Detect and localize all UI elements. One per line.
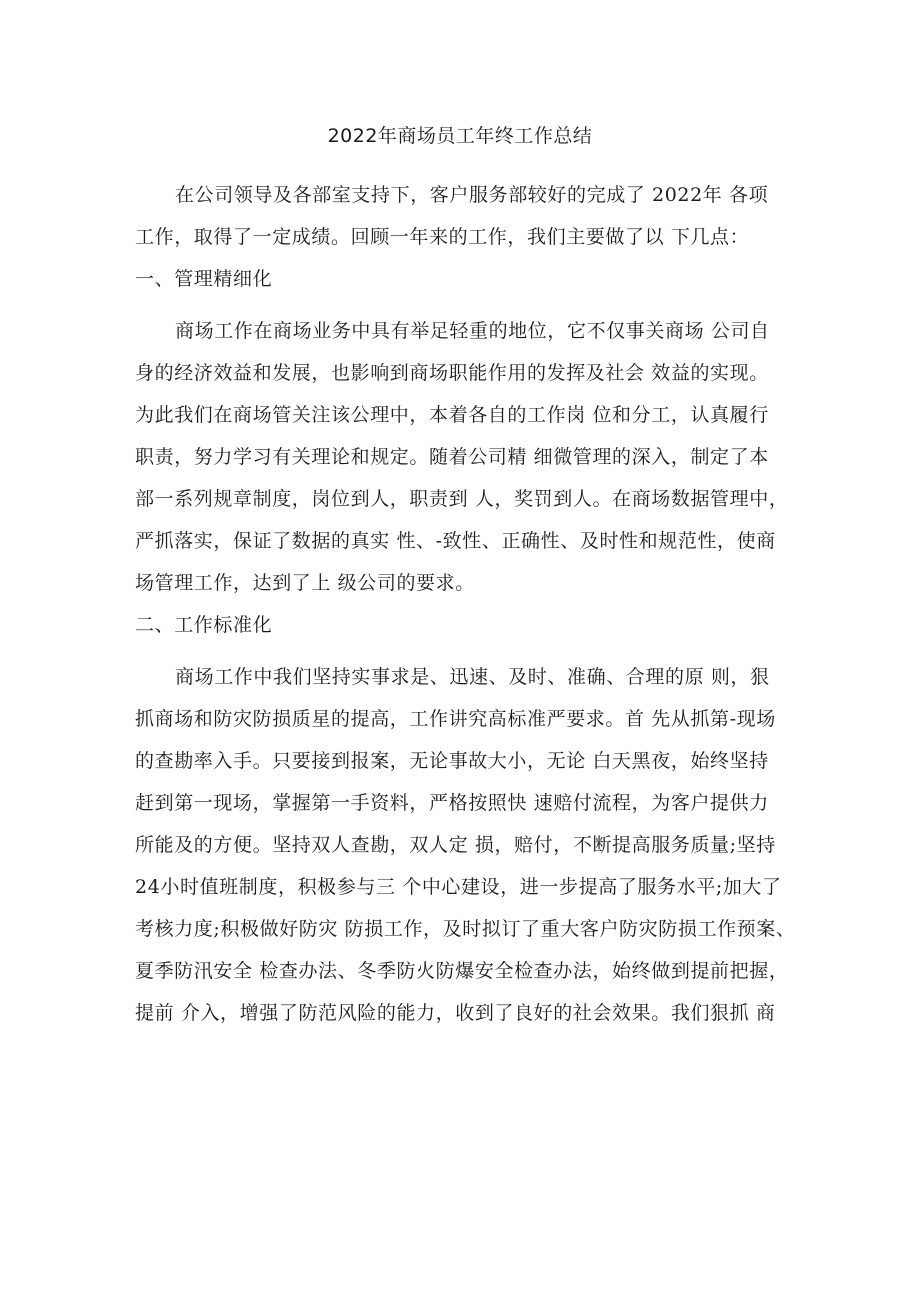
paragraph-line: 场管理工作，达到了上 级公司的要求。 — [135, 572, 475, 594]
document-title: 2022年商场员工年终工作总结 — [327, 125, 593, 147]
paragraph-line: 的查勘率入手。只要接到报案，无论事故大小，无论 白天黑夜，始终坚持 — [135, 750, 769, 772]
paragraph-line: 所能及的方便。坚持双人查勘，双人定 损，赔付，不断提高服务质量;坚持 — [135, 834, 776, 856]
paragraph-line: 提前 介入，增强了防范风险的能力，收到了良好的社会效果。我们狠抓 商 — [135, 1002, 776, 1024]
document-body — [135, 174, 799, 1034]
paragraph-line: 考核力度;积极做好防灾 防损工作，及时拟订了重大客户防灾防损工作预案、 — [135, 918, 796, 940]
paragraph-line: 商场工作中我们坚持实事求是、迅速、及时、准确、合理的原 则，狠 — [175, 666, 770, 688]
paragraph-line: 24小时值班制度，积极参与三 个中心建设，进一步提高了服务水平;加大了 — [135, 876, 782, 898]
paragraph-line: 夏季防汛安全 检查办法、冬季防火防爆安全检查办法，始终做到提前把握， — [135, 960, 789, 982]
paragraph-line: 部一系列规章制度，岗位到人，职责到 人，奖罚到人。在商场数据管理中， — [135, 488, 789, 510]
paragraph-line: 商场工作在商场业务中具有举足轻重的地位，它不仅事关商场 公司自 — [175, 320, 770, 342]
paragraph-line: 身的经济效益和发展，也影响到商场职能作用的发挥及社会 效益的实现。 — [135, 362, 769, 384]
paragraph-line: 工作，取得了一定成绩。回顾一年来的工作，我们主要做了以 下几点： — [135, 226, 750, 248]
paragraph-line: 赶到第一现场，掌握第一手资料，严格按照快 速赔付流程，为客户提供力 — [135, 792, 769, 814]
paragraph-line: 在公司领导及各部室支持下，客户服务部较好的完成了 2022年 各项 — [175, 184, 769, 206]
paragraph-line: 为此我们在商场管关注该公理中，本着各自的工作岗 位和分工，认真履行 — [135, 404, 769, 426]
paragraph-line: 职责，努力学习有关理论和规定。随着公司精 细微管理的深入，制定了本 — [135, 446, 769, 468]
section-heading: 一、管理精细化 — [135, 268, 273, 290]
paragraph-line: 抓商场和防灾防损质星的提高，工作讲究高标准严要求。首 先从抓第-现场 — [135, 708, 776, 730]
section-heading: 二、工作标准化 — [135, 614, 273, 636]
paragraph-line: 严抓落实，保证了数据的真实 性、-致性、正确性、及时性和规范性，使商 — [135, 530, 776, 552]
